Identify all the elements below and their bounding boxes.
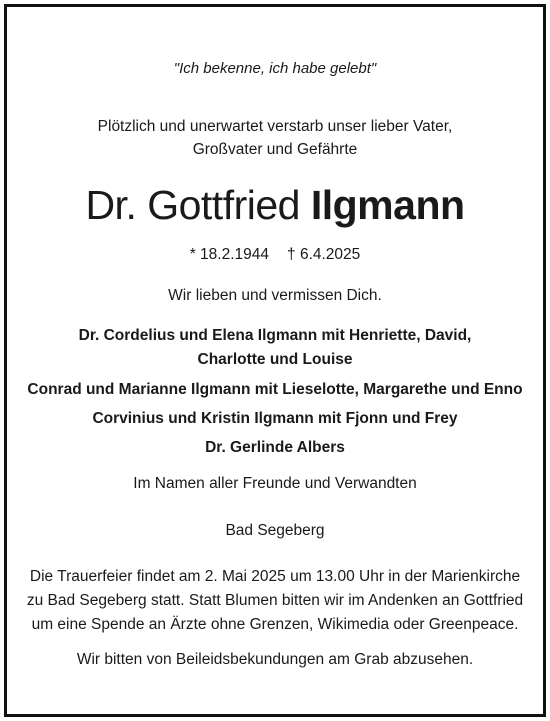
birth-date: * 18.2.1944 bbox=[189, 246, 270, 263]
place-name: Bad Segeberg bbox=[225, 522, 325, 539]
on-behalf-line: Im Namen aller Freunde und Verwandten bbox=[133, 475, 417, 492]
deceased-surname: Ilgmann bbox=[310, 182, 465, 228]
love-line: Wir lieben und vermissen Dich. bbox=[168, 287, 382, 304]
deceased-given-name: Dr. Gottfried bbox=[85, 182, 300, 228]
closing-request: Wir bitten von Beileidsbekundungen am Grab abzusehen. bbox=[76, 651, 474, 668]
mourner-line: Conrad und Marianne Ilgmann mit Lieselotte, Margarethe und Enno bbox=[27, 381, 523, 398]
deceased-name bbox=[0, 182, 550, 229]
funeral-notice-line: um eine Spende an Ärzte ohne Grenzen, Wikimedia oder Greenpeace. bbox=[31, 616, 519, 633]
funeral-notice-line: Die Trauerfeier findet am 2. Mai 2025 um 13.00 Uhr in der Marienkirche bbox=[29, 568, 521, 585]
mourner-line: Charlotte und Louise bbox=[197, 351, 353, 368]
mourner-line: Corvinius und Kristin Ilgmann mit Fjonn und Frey bbox=[92, 410, 458, 427]
intro-line-1: Plötzlich und unerwartet verstarb unser lieber Vater, bbox=[97, 118, 453, 135]
life-dates bbox=[0, 246, 550, 264]
funeral-notice-line: zu Bad Segeberg statt. Statt Blumen bitten wir im Andenken an Gottfried bbox=[26, 592, 524, 609]
intro-line-2: Großvater und Gefährte bbox=[192, 141, 358, 158]
mourner-line: Dr. Gerlinde Albers bbox=[205, 439, 345, 456]
death-date: † 6.4.2025 bbox=[287, 246, 361, 263]
motto-quote: "Ich bekenne, ich habe gelebt" bbox=[173, 60, 377, 77]
mourner-line: Dr. Cordelius und Elena Ilgmann mit Henriette, David, bbox=[78, 327, 472, 344]
